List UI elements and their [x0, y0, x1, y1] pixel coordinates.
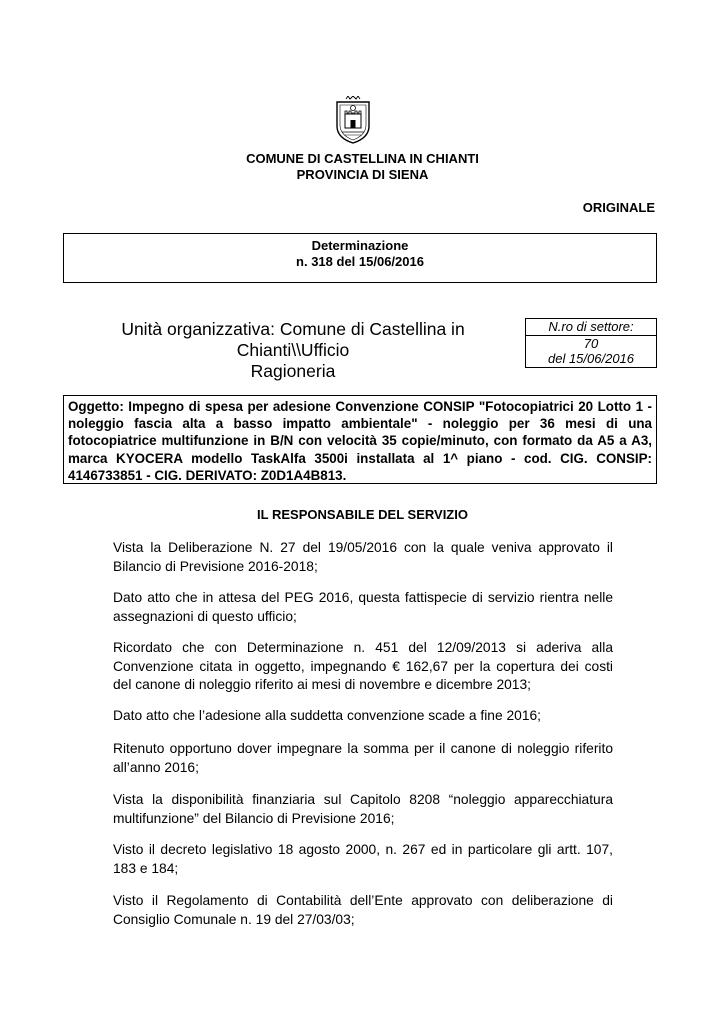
- responsabile-heading: IL RESPONSABILE DEL SERVIZIO: [257, 507, 468, 522]
- determinazione-number: n. 318 del 15/06/2016: [296, 254, 424, 269]
- settore-box: [525, 318, 657, 368]
- unita-line-1: Unità organizzativa: Comune di Castellina in Chianti\\Ufficio: [121, 319, 465, 360]
- unita-organizzativa: [63, 319, 523, 382]
- unita-line-2: Ragioneria: [250, 361, 336, 381]
- oggetto-box: Oggetto: Impegno di spesa per adesione Convenzione CONSIP "Fotocopiatrici 20 Lotto 1 - noleggio fascia alta a basso impatto ambientale" - noleggio per 36 mesi di una fotocopiatrice multifunzione in B/N con velocità 35 copie/minuto, con formato da A5 a A3, marca KYOCERA modello TaskAlfa 3500i installata al 1^ piano - cod. CIG. CONSIP: 4146733851 - CIG. DERIVATO: Z0D1A4B813.: [63, 395, 657, 484]
- paragraph: Vista la Deliberazione N. 27 del 19/05/2016 con la quale veniva approvato il Bilancio di Previsione 2016-2018;: [113, 540, 613, 574]
- paragraph: Visto il decreto legislativo 18 agosto 2000, n. 267 ed in particolare gli artt. 107, 183 e 184;: [113, 842, 613, 876]
- provincia-title: PROVINCIA DI SIENA: [296, 167, 429, 182]
- paragraph: Ritenuto opportuno dover impegnare la somma per il canone di noleggio riferito all’anno 2016;: [113, 741, 613, 775]
- settore-label: N.ro di settore:: [526, 319, 656, 336]
- settore-date: del 15/06/2016: [547, 351, 635, 366]
- originale-label: ORIGINALE: [582, 200, 655, 215]
- paragraph: Visto il Regolamento di Contabilità dell’Ente approvato con deliberazione di Consiglio Comunale n. 19 del 27/03/03;: [113, 893, 613, 927]
- settore-number: 70: [583, 336, 599, 351]
- paragraph: Dato atto che in attesa del PEG 2016, questa fattispecie di servizio rientra nelle assegnazioni di questo ufficio;: [113, 590, 613, 624]
- determinazione-box: [63, 233, 657, 283]
- coat-of-arms-icon: [334, 96, 372, 144]
- paragraph: Vista la disponibilità finanziaria sul Capitolo 8208 “noleggio apparecchiatura multifunzione” del Bilancio di Previsione 2016;: [113, 792, 613, 826]
- determinazione-title: Determinazione: [311, 238, 409, 253]
- paragraph: Dato atto che l’adesione alla suddetta convenzione scade a fine 2016;: [113, 708, 542, 723]
- paragraph: Ricordato che con Determinazione n. 451 del 12/09/2013 si aderiva alla Convenzione citata in oggetto, impegnando € 162,67 per la copertura dei costi del canone di noleggio riferito ai mesi di novembre e dicembre 2013;: [113, 640, 613, 692]
- comune-title: COMUNE DI CASTELLINA IN CHIANTI: [246, 151, 479, 166]
